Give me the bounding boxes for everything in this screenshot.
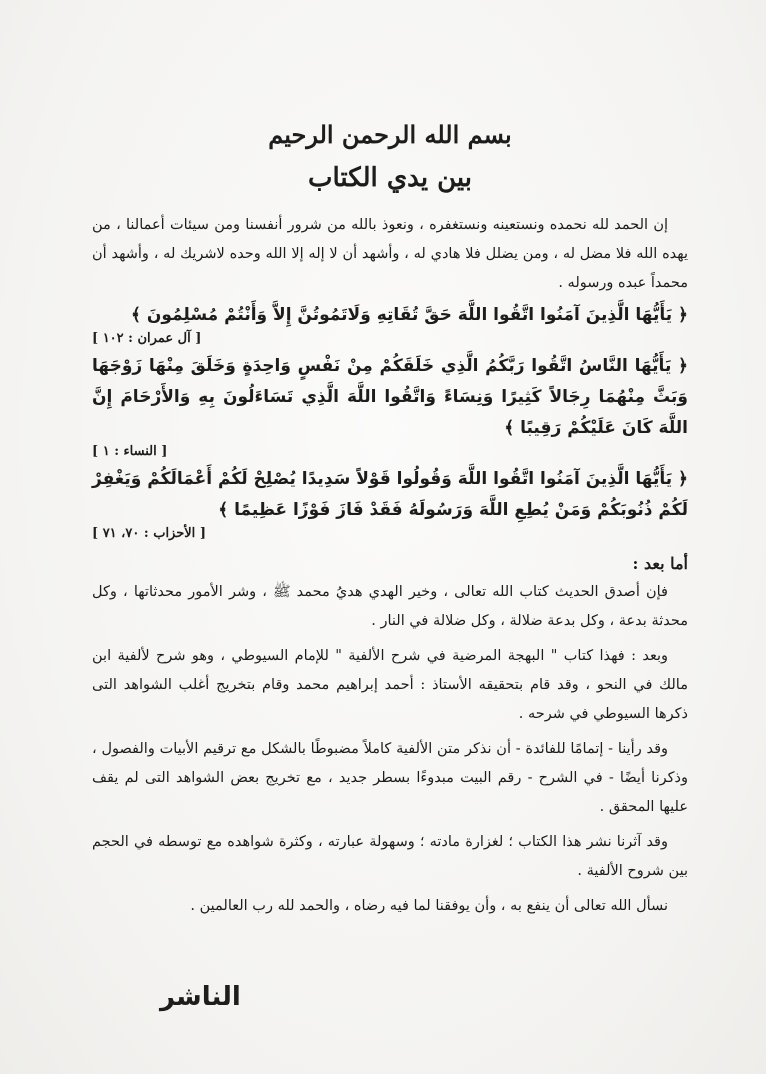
verse-2: ﴿ يَأَيُّهَا النَّاسُ اتَّقُوا رَبَّكُمُ الَّذِي خَلَقَكُمْ مِنْ نَفْسٍ وَاحِدَةٍ وَخَلَقَ مِنْهَا زَوْجَهَا وَبَثَّ مِنْهُمَا رِجَالاً كَثِيرًا وَنِسَاءً وَاتَّقُوا اللَّهَ الَّذِي تَسَاءَلُونَ بِهِ وَالأَرْحَامَ إِنَّ اللَّهَ كَانَ عَلَيْكُمْ رَقِيبًا ﴾ xyxy=(92,356,688,438)
verse-2-reference: [ النساء : ١ ] xyxy=(92,444,168,459)
verse-3: ﴿ يَأَيُّهَا الَّذِينَ آمَنُوا اتَّقُوا اللَّهَ وَقُولُوا قَوْلاً سَدِيدًا يُصْلِحْ لَكُمْ أَعْمَالَكُمْ وَيَغْفِرْ لَكُمْ ذُنُوبَكُمْ وَمَنْ يُطِعِ اللَّهَ وَرَسُولَهُ فَقَدْ فَازَ فَوْزًا عَظِيمًا ﴾ xyxy=(92,469,688,520)
verse-3-reference: [ الأحزاب : ٧٠، ٧١ ] xyxy=(92,526,206,541)
paragraph-book-intro: وبعد : فهذا كتاب " البهجة المرضية في شرح الألفية " للإمام السيوطي ، وهو شرح لألفية ابن مالك في النحو ، وقد قام بتحقيقه الأستاذ : أحمد إبراهيم محمد وقام بتخريج أغلب الشواهد التى ذكرها السيوطي في شرحه . xyxy=(92,648,688,722)
verse-1: ﴿ يَأَيُّهَا الَّذِينَ آمَنُوا اتَّقُوا اللَّهَ حَقَّ تُقَاتِهِ وَلَاتَمُوتُنَّ إِلاَّ وَأَنْتُمْ مُسْلِمُونَ ﴾ xyxy=(130,305,688,325)
paragraph-hadith: فإن أصدق الحديث كتاب الله تعالى ، وخير الهدي هديُ محمد ﷺ ، وشر الأمور محدثاتها ، وكل محدثة بدعة ، وكل بدعة ضلالة ، وكل ضلالة في النار . xyxy=(92,584,688,629)
intro-paragraph: إن الحمد لله نحمده ونستعينه ونستغفره ، ونعوذ بالله من شرور أنفسنا ومن سيئات أعمالنا ، من يهده الله فلا مضل له ، ومن يضلل فلا هادي له ، وأشهد أن لا إله إلا الله وحده لاشريك له ، وأشهد أن محمداً عبده ورسوله . xyxy=(92,217,688,291)
amma-bad-heading: أما بعد : xyxy=(632,554,688,573)
page-title: بين يدي الكتاب xyxy=(308,163,472,193)
document-body xyxy=(92,120,688,921)
paragraph-closing: نسأل الله تعالى أن ينفع به ، وأن يوفقنا لما فيه رضاه ، والحمد لله رب العالمين . xyxy=(190,898,668,914)
paragraph-method: وقد رأينا - إتمامًا للفائدة - أن نذكر متن الألفية كاملاً مضبوطًا بالشكل مع ترقيم الأبيات والفصول ، وذكرنا أيضًا - في الشرح - رقم البيت مبدوءًا بسطر جديد ، مع تخريج بعض الشواهد التى لم يقف عليها المحقق . xyxy=(92,741,688,815)
verse-1-reference: [ آل عمران : ١٠٢ ] xyxy=(92,331,202,346)
publisher-signature: الناشر xyxy=(160,982,241,1012)
paragraph-reason: وقد آثرنا نشر هذا الكتاب ؛ لغزارة مادته ؛ وسهولة عبارته ، وكثرة شواهده مع توسطه في الحجم بين شروح الألفية . xyxy=(92,834,688,879)
basmala-heading: بسم الله الرحمن الرحيم xyxy=(268,120,512,149)
